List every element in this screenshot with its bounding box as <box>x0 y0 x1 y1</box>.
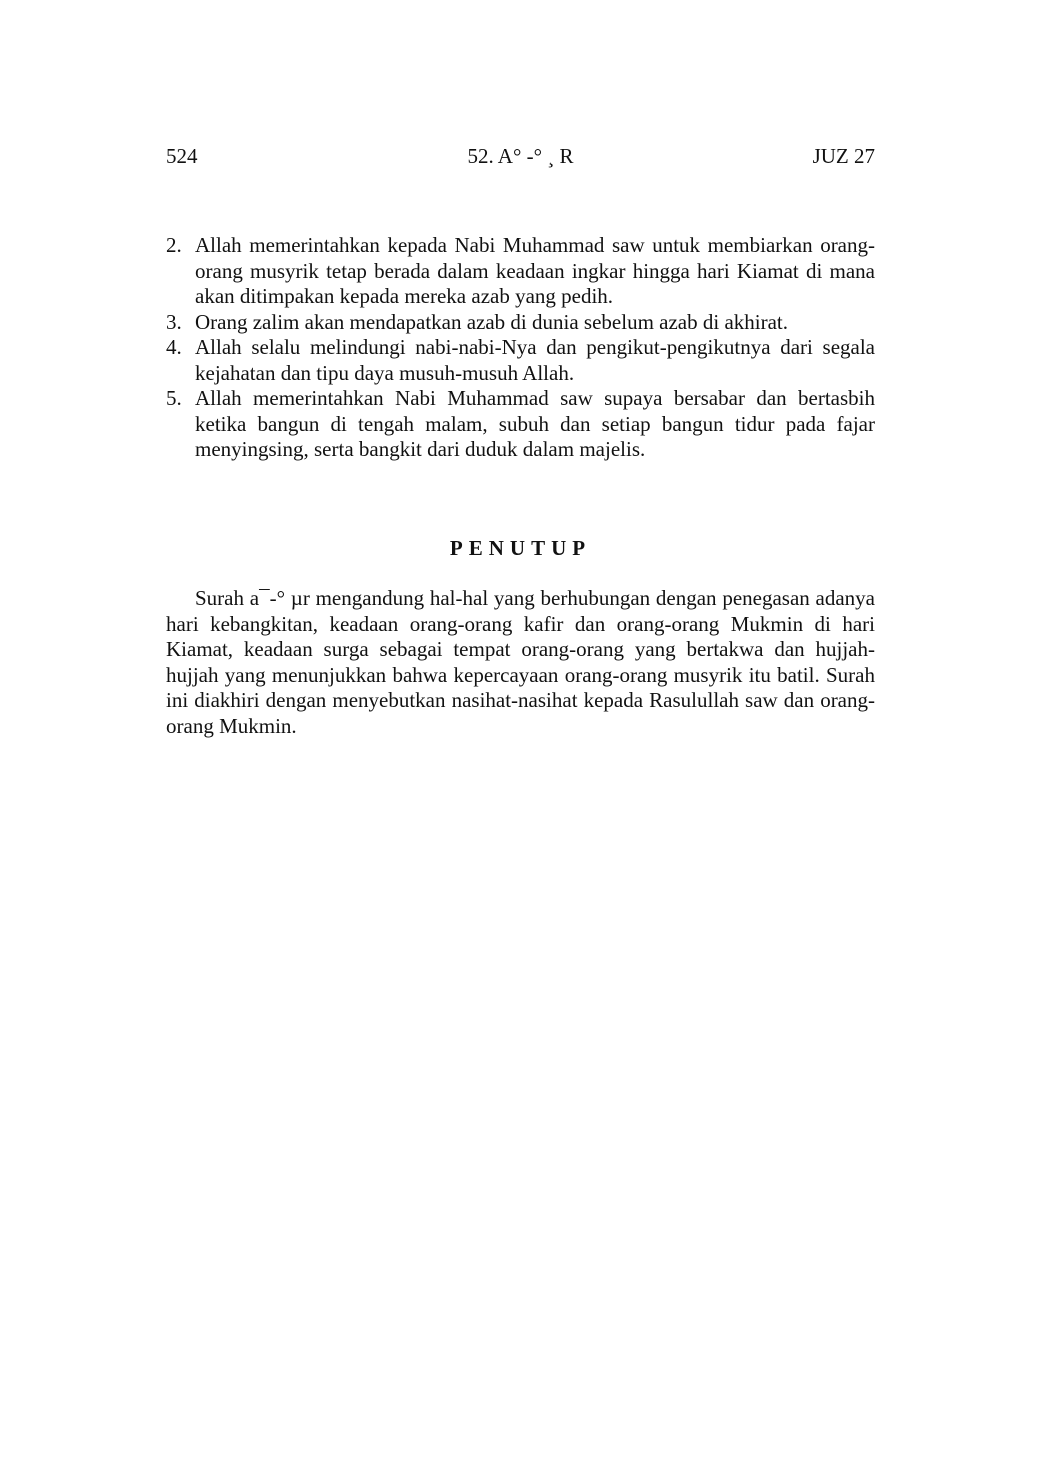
running-header <box>166 144 875 174</box>
list-item-text: Allah memerintahkan Nabi Muhammad saw supaya bersabar dan bertasbih ketika bangun di tengah malam, subuh dan setiap bangun tidur pada fajar menyingsing, serta bangkit dari duduk dalam majelis. <box>195 386 875 461</box>
conclusion-list <box>166 233 875 463</box>
list-item-number: 4. <box>166 335 182 359</box>
list-item <box>166 310 875 336</box>
closing-paragraph: Surah a¯-° µr mengandung hal-hal yang berhubungan dengan penegasan adanya hari kebangkitan, keadaan orang-orang kafir dan orang-orang Mukmin di hari Kiamat, keadaan surga sebagai tempat orang-orang yang bertakwa dan hujjah-hujjah yang menunjukkan bahwa kepercayaan orang-orang musyrik itu batil. Surah ini diakhiri dengan menyebutkan nasihat-nasihat kepada Rasulullah saw dan orang-orang Mukmin. <box>166 586 875 738</box>
list-item-number: 3. <box>166 309 182 334</box>
page-number: 524 <box>166 144 198 168</box>
list-item-text: Allah selalu melindungi nabi-nabi-Nya dan pengikut-pengikutnya dari segala kejahatan dan tipu daya musuh-musuh Allah. <box>195 335 875 385</box>
list-item-text: Allah memerintahkan kepada Nabi Muhammad saw untuk membiarkan orang-orang musyrik tetap berada dalam keadaan ingkar hingga hari Kiamat di mana akan ditimpakan kepada mereka azab yang pedih. <box>195 233 875 308</box>
section-heading: PENUTUP <box>449 536 592 560</box>
list-item-number: 2. <box>166 233 182 257</box>
list-item <box>166 386 875 463</box>
list-item-text: Orang zalim akan mendapatkan azab di dunia sebelum azab di akhirat. <box>195 309 789 334</box>
juz-label: JUZ 27 <box>812 144 875 168</box>
list-item <box>166 233 875 310</box>
list-item-number: 5. <box>166 386 182 410</box>
list-item <box>166 335 875 386</box>
surah-title: 52. A° -° ¸ R <box>467 144 574 168</box>
